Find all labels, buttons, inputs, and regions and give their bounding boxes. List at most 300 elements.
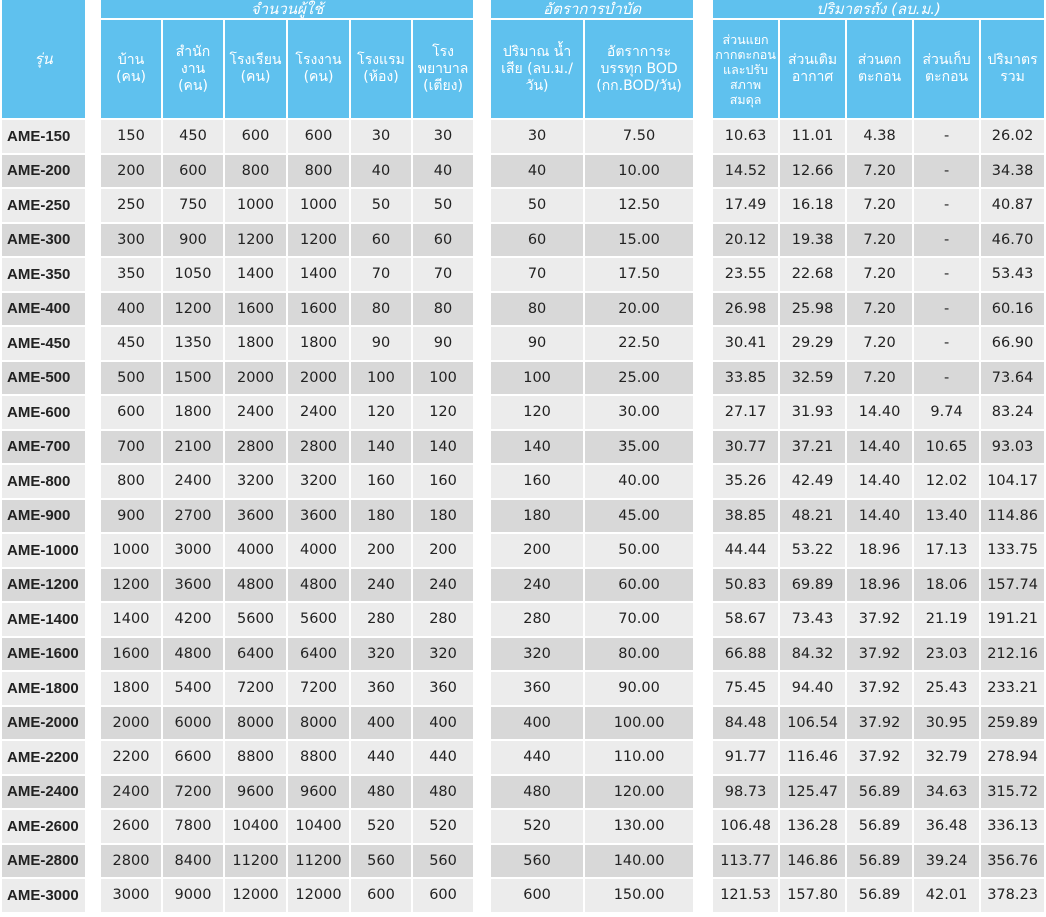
- school-cell: 1400: [225, 258, 286, 291]
- wastewater-cell: 120: [491, 396, 583, 429]
- house-cell: 1400: [101, 603, 161, 636]
- wastewater-cell: 440: [491, 741, 583, 774]
- model-cell: AME-300: [2, 224, 85, 257]
- house-cell: 150: [101, 120, 161, 153]
- house-cell: 800: [101, 465, 161, 498]
- spacer: [475, 362, 489, 395]
- aeration-cell: 125.47: [780, 776, 845, 809]
- house-cell: 900: [101, 500, 161, 533]
- model-cell: AME-2800: [2, 845, 85, 878]
- total-volume-cell: 104.17: [981, 465, 1044, 498]
- hospital-cell: 60: [413, 224, 473, 257]
- factory-cell: 2000: [288, 362, 349, 395]
- wastewater-cell: 520: [491, 810, 583, 843]
- factory-cell: 3200: [288, 465, 349, 498]
- bod-load-cell: 120.00: [585, 776, 693, 809]
- header-hotel: โรงแรม (ห้อง): [351, 20, 411, 118]
- hospital-cell: 50: [413, 189, 473, 222]
- sedimentation-cell: 37.92: [847, 707, 912, 740]
- total-volume-cell: 114.86: [981, 500, 1044, 533]
- table-row: [2, 362, 1044, 395]
- spacer: [87, 569, 99, 602]
- sedimentation-cell: 37.92: [847, 603, 912, 636]
- sludge-separation-cell: 26.98: [713, 293, 778, 326]
- sludge-storage-cell: 9.74: [914, 396, 979, 429]
- hotel-cell: 140: [351, 431, 411, 464]
- sedimentation-cell: 56.89: [847, 879, 912, 912]
- table-row: [2, 638, 1044, 671]
- header-office: สำนัก งาน (คน): [163, 20, 223, 118]
- total-volume-cell: 93.03: [981, 431, 1044, 464]
- hospital-cell: 80: [413, 293, 473, 326]
- bod-load-cell: 130.00: [585, 810, 693, 843]
- sludge-separation-cell: 30.77: [713, 431, 778, 464]
- spacer: [87, 879, 99, 912]
- table-row: [2, 810, 1044, 843]
- total-volume-cell: 133.75: [981, 534, 1044, 567]
- hotel-cell: 100: [351, 362, 411, 395]
- factory-cell: 8800: [288, 741, 349, 774]
- hotel-cell: 30: [351, 120, 411, 153]
- wastewater-cell: 40: [491, 155, 583, 188]
- spacer: [475, 569, 489, 602]
- house-cell: 600: [101, 396, 161, 429]
- aeration-cell: 11.01: [780, 120, 845, 153]
- office-cell: 6600: [163, 741, 223, 774]
- factory-cell: 600: [288, 120, 349, 153]
- school-cell: 4800: [225, 569, 286, 602]
- aeration-cell: 32.59: [780, 362, 845, 395]
- table-row: [2, 879, 1044, 912]
- model-cell: AME-800: [2, 465, 85, 498]
- office-cell: 2700: [163, 500, 223, 533]
- spacer: [87, 258, 99, 291]
- spacer: [87, 431, 99, 464]
- office-cell: 8400: [163, 845, 223, 878]
- hotel-cell: 40: [351, 155, 411, 188]
- wastewater-cell: 60: [491, 224, 583, 257]
- bod-load-cell: 15.00: [585, 224, 693, 257]
- spacer: [87, 707, 99, 740]
- header-bod-load: อัตราการะ บรรทุก BOD (กก.BOD/วัน): [585, 20, 693, 118]
- spacer: [87, 741, 99, 774]
- factory-cell: 800: [288, 155, 349, 188]
- bod-load-cell: 35.00: [585, 431, 693, 464]
- sludge-separation-cell: 33.85: [713, 362, 778, 395]
- sludge-storage-cell: 17.13: [914, 534, 979, 567]
- sludge-storage-cell: -: [914, 362, 979, 395]
- aeration-cell: 19.38: [780, 224, 845, 257]
- hotel-cell: 600: [351, 879, 411, 912]
- table-row: [2, 845, 1044, 878]
- table-row: [2, 396, 1044, 429]
- hospital-cell: 560: [413, 845, 473, 878]
- model-column-header: รุ่น: [2, 0, 85, 118]
- sludge-separation-cell: 113.77: [713, 845, 778, 878]
- spacer: [695, 776, 711, 809]
- header-sedimentation: ส่วนตก ตะกอน: [847, 20, 912, 118]
- hotel-cell: 200: [351, 534, 411, 567]
- model-cell: AME-2200: [2, 741, 85, 774]
- spacer: [695, 396, 711, 429]
- spacer: [87, 327, 99, 360]
- spacer: [695, 258, 711, 291]
- sludge-separation-cell: 50.83: [713, 569, 778, 602]
- factory-cell: 6400: [288, 638, 349, 671]
- sludge-separation-cell: 58.67: [713, 603, 778, 636]
- office-cell: 7800: [163, 810, 223, 843]
- sedimentation-cell: 7.20: [847, 224, 912, 257]
- table-row: [2, 776, 1044, 809]
- spacer: [87, 638, 99, 671]
- model-cell: AME-200: [2, 155, 85, 188]
- hospital-cell: 180: [413, 500, 473, 533]
- spacer: [87, 500, 99, 533]
- sludge-storage-cell: 12.02: [914, 465, 979, 498]
- school-cell: 3600: [225, 500, 286, 533]
- spacer: [475, 155, 489, 188]
- spacer: [475, 0, 489, 118]
- wastewater-cell: 140: [491, 431, 583, 464]
- spacer: [87, 0, 99, 118]
- hospital-cell: 280: [413, 603, 473, 636]
- sludge-separation-cell: 91.77: [713, 741, 778, 774]
- office-cell: 1800: [163, 396, 223, 429]
- bod-load-cell: 45.00: [585, 500, 693, 533]
- table-header: [2, 0, 1044, 118]
- table-row: [2, 534, 1044, 567]
- house-cell: 450: [101, 327, 161, 360]
- aeration-cell: 25.98: [780, 293, 845, 326]
- hospital-cell: 240: [413, 569, 473, 602]
- aeration-cell: 42.49: [780, 465, 845, 498]
- hospital-cell: 200: [413, 534, 473, 567]
- school-cell: 2000: [225, 362, 286, 395]
- school-cell: 8000: [225, 707, 286, 740]
- sludge-separation-cell: 98.73: [713, 776, 778, 809]
- sludge-separation-cell: 75.45: [713, 672, 778, 705]
- sedimentation-cell: 7.20: [847, 189, 912, 222]
- total-volume-cell: 73.64: [981, 362, 1044, 395]
- factory-cell: 7200: [288, 672, 349, 705]
- model-cell: AME-350: [2, 258, 85, 291]
- table-row: [2, 155, 1044, 188]
- office-cell: 3600: [163, 569, 223, 602]
- factory-cell: 1400: [288, 258, 349, 291]
- spacer: [475, 293, 489, 326]
- sedimentation-cell: 14.40: [847, 500, 912, 533]
- bod-load-cell: 17.50: [585, 258, 693, 291]
- sludge-separation-cell: 38.85: [713, 500, 778, 533]
- spacer: [475, 672, 489, 705]
- header-sludge-storage: ส่วนเก็บ ตะกอน: [914, 20, 979, 118]
- wastewater-cell: 480: [491, 776, 583, 809]
- office-cell: 4200: [163, 603, 223, 636]
- spacer: [695, 189, 711, 222]
- wastewater-cell: 400: [491, 707, 583, 740]
- sedimentation-cell: 18.96: [847, 569, 912, 602]
- factory-cell: 4000: [288, 534, 349, 567]
- school-cell: 600: [225, 120, 286, 153]
- total-volume-cell: 157.74: [981, 569, 1044, 602]
- header-hospital: โรง พยาบาล (เตียง): [413, 20, 473, 118]
- spacer: [475, 741, 489, 774]
- spacer: [475, 465, 489, 498]
- office-cell: 750: [163, 189, 223, 222]
- sedimentation-cell: 56.89: [847, 845, 912, 878]
- bod-load-cell: 90.00: [585, 672, 693, 705]
- aeration-cell: 12.66: [780, 155, 845, 188]
- sludge-storage-cell: 10.65: [914, 431, 979, 464]
- aeration-cell: 146.86: [780, 845, 845, 878]
- total-volume-cell: 53.43: [981, 258, 1044, 291]
- sludge-separation-cell: 17.49: [713, 189, 778, 222]
- house-cell: 1000: [101, 534, 161, 567]
- table-row: [2, 741, 1044, 774]
- sedimentation-cell: 7.20: [847, 293, 912, 326]
- wastewater-cell: 360: [491, 672, 583, 705]
- office-cell: 1050: [163, 258, 223, 291]
- table-row: [2, 120, 1044, 153]
- factory-cell: 1600: [288, 293, 349, 326]
- office-cell: 2400: [163, 465, 223, 498]
- total-volume-cell: 233.21: [981, 672, 1044, 705]
- wastewater-cell: 560: [491, 845, 583, 878]
- spacer: [695, 534, 711, 567]
- spacer: [695, 327, 711, 360]
- spacer: [87, 155, 99, 188]
- table-row: [2, 189, 1044, 222]
- sludge-storage-cell: 23.03: [914, 638, 979, 671]
- spacer: [695, 155, 711, 188]
- house-cell: 2600: [101, 810, 161, 843]
- sludge-separation-cell: 106.48: [713, 810, 778, 843]
- spacer: [475, 396, 489, 429]
- sludge-separation-cell: 84.48: [713, 707, 778, 740]
- table-row: [2, 707, 1044, 740]
- sludge-separation-cell: 30.41: [713, 327, 778, 360]
- total-volume-cell: 336.13: [981, 810, 1044, 843]
- factory-cell: 11200: [288, 845, 349, 878]
- spacer: [695, 120, 711, 153]
- house-cell: 200: [101, 155, 161, 188]
- school-cell: 1600: [225, 293, 286, 326]
- spacer: [87, 465, 99, 498]
- spacer: [475, 224, 489, 257]
- sludge-storage-cell: 39.24: [914, 845, 979, 878]
- wastewater-cell: 600: [491, 879, 583, 912]
- spacer: [87, 603, 99, 636]
- spacer: [87, 672, 99, 705]
- header-school: โรงเรียน (คน): [225, 20, 286, 118]
- bod-load-cell: 10.00: [585, 155, 693, 188]
- hotel-cell: 60: [351, 224, 411, 257]
- sedimentation-cell: 7.20: [847, 327, 912, 360]
- aeration-cell: 31.93: [780, 396, 845, 429]
- total-volume-cell: 46.70: [981, 224, 1044, 257]
- spacer: [475, 500, 489, 533]
- sludge-storage-cell: 36.48: [914, 810, 979, 843]
- sludge-storage-cell: 21.19: [914, 603, 979, 636]
- hotel-cell: 160: [351, 465, 411, 498]
- sedimentation-cell: 37.92: [847, 672, 912, 705]
- table-row: [2, 431, 1044, 464]
- spacer: [475, 431, 489, 464]
- aeration-cell: 136.28: [780, 810, 845, 843]
- sludge-separation-cell: 66.88: [713, 638, 778, 671]
- spacer: [695, 362, 711, 395]
- model-cell: AME-2400: [2, 776, 85, 809]
- spacer: [695, 293, 711, 326]
- factory-cell: 5600: [288, 603, 349, 636]
- wastewater-cell: 240: [491, 569, 583, 602]
- school-cell: 3200: [225, 465, 286, 498]
- header-house: บ้าน (คน): [101, 20, 161, 118]
- school-cell: 11200: [225, 845, 286, 878]
- school-cell: 8800: [225, 741, 286, 774]
- hotel-cell: 400: [351, 707, 411, 740]
- spacer: [695, 431, 711, 464]
- total-volume-cell: 60.16: [981, 293, 1044, 326]
- model-cell: AME-2600: [2, 810, 85, 843]
- wastewater-cell: 180: [491, 500, 583, 533]
- hotel-cell: 50: [351, 189, 411, 222]
- total-volume-cell: 26.02: [981, 120, 1044, 153]
- sludge-separation-cell: 20.12: [713, 224, 778, 257]
- wastewater-cell: 80: [491, 293, 583, 326]
- hospital-cell: 520: [413, 810, 473, 843]
- sludge-storage-cell: -: [914, 120, 979, 153]
- house-cell: 700: [101, 431, 161, 464]
- bod-load-cell: 110.00: [585, 741, 693, 774]
- spacer: [475, 845, 489, 878]
- wastewater-cell: 320: [491, 638, 583, 671]
- aeration-cell: 22.68: [780, 258, 845, 291]
- school-cell: 12000: [225, 879, 286, 912]
- bod-load-cell: 40.00: [585, 465, 693, 498]
- aeration-cell: 16.18: [780, 189, 845, 222]
- hospital-cell: 600: [413, 879, 473, 912]
- total-volume-cell: 378.23: [981, 879, 1044, 912]
- hospital-cell: 320: [413, 638, 473, 671]
- house-cell: 1600: [101, 638, 161, 671]
- sludge-separation-cell: 44.44: [713, 534, 778, 567]
- header-aeration: ส่วนเติม อากาศ: [780, 20, 845, 118]
- sedimentation-cell: 37.92: [847, 638, 912, 671]
- table-row: [2, 603, 1044, 636]
- model-cell: AME-900: [2, 500, 85, 533]
- sedimentation-cell: 56.89: [847, 776, 912, 809]
- sedimentation-cell: 7.20: [847, 155, 912, 188]
- school-cell: 4000: [225, 534, 286, 567]
- sludge-storage-cell: -: [914, 258, 979, 291]
- total-volume-cell: 356.76: [981, 845, 1044, 878]
- bod-load-cell: 100.00: [585, 707, 693, 740]
- table-row: [2, 327, 1044, 360]
- sludge-storage-cell: 25.43: [914, 672, 979, 705]
- office-cell: 9000: [163, 879, 223, 912]
- spacer: [695, 707, 711, 740]
- model-cell: AME-400: [2, 293, 85, 326]
- sludge-storage-cell: -: [914, 293, 979, 326]
- house-cell: 500: [101, 362, 161, 395]
- table-row: [2, 258, 1044, 291]
- school-cell: 10400: [225, 810, 286, 843]
- hospital-cell: 360: [413, 672, 473, 705]
- hospital-cell: 480: [413, 776, 473, 809]
- spacer: [695, 224, 711, 257]
- spacer: [695, 672, 711, 705]
- model-cell: AME-600: [2, 396, 85, 429]
- hotel-cell: 480: [351, 776, 411, 809]
- house-cell: 3000: [101, 879, 161, 912]
- hotel-cell: 440: [351, 741, 411, 774]
- factory-cell: 2800: [288, 431, 349, 464]
- bod-load-cell: 22.50: [585, 327, 693, 360]
- school-cell: 1000: [225, 189, 286, 222]
- hotel-cell: 320: [351, 638, 411, 671]
- spacer: [695, 638, 711, 671]
- table-row: [2, 569, 1044, 602]
- volume-group-header: ปริมาตรถัง (ลบ.ม.): [713, 0, 1044, 18]
- aeration-cell: 53.22: [780, 534, 845, 567]
- house-cell: 400: [101, 293, 161, 326]
- factory-cell: 2400: [288, 396, 349, 429]
- bod-load-cell: 60.00: [585, 569, 693, 602]
- spacer: [87, 845, 99, 878]
- factory-cell: 4800: [288, 569, 349, 602]
- sludge-separation-cell: 10.63: [713, 120, 778, 153]
- house-cell: 2400: [101, 776, 161, 809]
- house-cell: 1800: [101, 672, 161, 705]
- sludge-separation-cell: 121.53: [713, 879, 778, 912]
- wastewater-cell: 30: [491, 120, 583, 153]
- model-cell: AME-1800: [2, 672, 85, 705]
- sludge-storage-cell: -: [914, 224, 979, 257]
- total-volume-cell: 278.94: [981, 741, 1044, 774]
- spacer: [87, 120, 99, 153]
- office-cell: 450: [163, 120, 223, 153]
- factory-cell: 9600: [288, 776, 349, 809]
- hotel-cell: 360: [351, 672, 411, 705]
- house-cell: 350: [101, 258, 161, 291]
- sedimentation-cell: 14.40: [847, 465, 912, 498]
- spacer: [475, 189, 489, 222]
- sedimentation-cell: 18.96: [847, 534, 912, 567]
- bod-load-cell: 20.00: [585, 293, 693, 326]
- aeration-cell: 157.80: [780, 879, 845, 912]
- school-cell: 6400: [225, 638, 286, 671]
- model-cell: AME-250: [2, 189, 85, 222]
- sludge-separation-cell: 14.52: [713, 155, 778, 188]
- aeration-cell: 84.32: [780, 638, 845, 671]
- aeration-cell: 69.89: [780, 569, 845, 602]
- hospital-cell: 90: [413, 327, 473, 360]
- sedimentation-cell: 7.20: [847, 362, 912, 395]
- spacer: [87, 776, 99, 809]
- spacer: [695, 810, 711, 843]
- model-cell: AME-3000: [2, 879, 85, 912]
- wastewater-cell: 90: [491, 327, 583, 360]
- sedimentation-cell: 56.89: [847, 810, 912, 843]
- hospital-cell: 40: [413, 155, 473, 188]
- factory-cell: 1000: [288, 189, 349, 222]
- model-cell: AME-500: [2, 362, 85, 395]
- table-row: [2, 224, 1044, 257]
- spacer: [475, 776, 489, 809]
- hospital-cell: 70: [413, 258, 473, 291]
- factory-cell: 1800: [288, 327, 349, 360]
